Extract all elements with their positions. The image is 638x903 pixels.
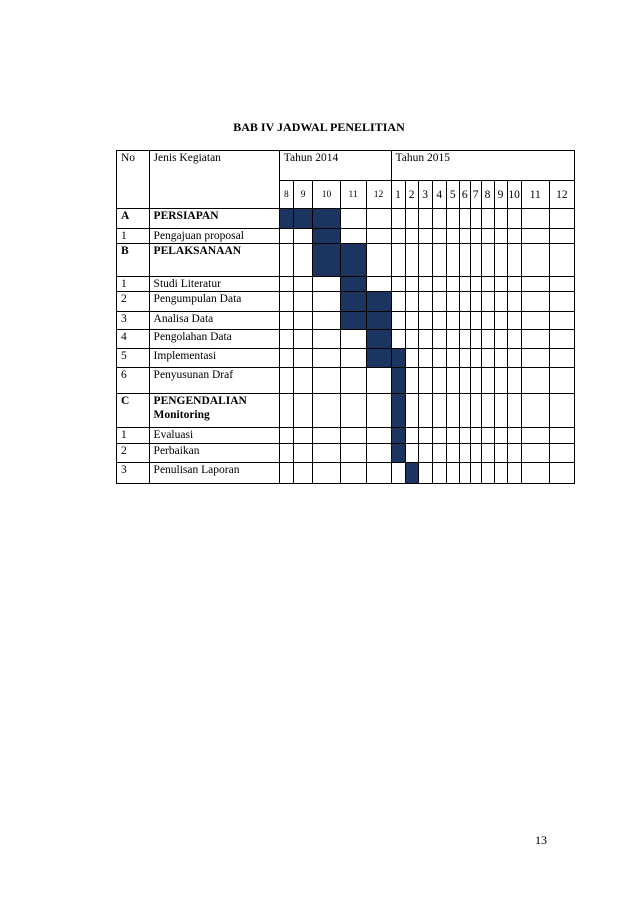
schedule-empty-cell xyxy=(279,277,293,292)
schedule-bar-cell xyxy=(391,444,405,463)
schedule-empty-cell xyxy=(418,292,432,312)
schedule-empty-cell xyxy=(279,368,293,394)
schedule-empty-cell xyxy=(279,330,293,349)
month-2015-label: 11 xyxy=(521,181,549,209)
schedule-empty-cell xyxy=(313,368,340,394)
schedule-empty-cell xyxy=(293,444,313,463)
schedule-empty-cell xyxy=(494,394,507,428)
schedule-empty-cell xyxy=(391,292,405,312)
schedule-empty-cell xyxy=(405,368,418,394)
schedule-empty-cell xyxy=(418,244,432,277)
schedule-empty-cell xyxy=(432,312,446,330)
activity-label: Implementasi xyxy=(149,349,279,368)
schedule-empty-cell xyxy=(293,330,313,349)
schedule-empty-cell xyxy=(313,277,340,292)
schedule-empty-cell xyxy=(494,312,507,330)
schedule-empty-cell xyxy=(418,312,432,330)
schedule-empty-cell xyxy=(432,368,446,394)
schedule-empty-cell xyxy=(432,277,446,292)
schedule-empty-cell xyxy=(293,428,313,444)
schedule-bar-cell xyxy=(340,277,366,292)
schedule-empty-cell xyxy=(418,444,432,463)
month-2014-label: 10 xyxy=(313,181,340,209)
schedule-empty-cell xyxy=(313,444,340,463)
schedule-empty-cell xyxy=(459,349,470,368)
schedule-bar-cell xyxy=(313,244,340,277)
schedule-empty-cell xyxy=(507,292,521,312)
month-2015-label: 10 xyxy=(507,181,521,209)
schedule-table xyxy=(116,150,575,484)
schedule-empty-cell xyxy=(293,349,313,368)
schedule-empty-cell xyxy=(405,428,418,444)
schedule-bar-cell xyxy=(391,428,405,444)
schedule-empty-cell xyxy=(405,312,418,330)
schedule-empty-cell xyxy=(366,394,391,428)
schedule-empty-cell xyxy=(418,229,432,244)
activity-row xyxy=(117,349,575,368)
schedule-empty-cell xyxy=(340,330,366,349)
activity-row xyxy=(117,229,575,244)
month-2015-label: 4 xyxy=(432,181,446,209)
activity-row xyxy=(117,463,575,484)
schedule-empty-cell xyxy=(507,277,521,292)
schedule-empty-cell xyxy=(418,330,432,349)
schedule-empty-cell xyxy=(549,312,574,330)
schedule-empty-cell xyxy=(481,368,494,394)
month-2015-label: 6 xyxy=(459,181,470,209)
schedule-empty-cell xyxy=(446,444,459,463)
schedule-empty-cell xyxy=(494,277,507,292)
schedule-empty-cell xyxy=(549,292,574,312)
schedule-empty-cell xyxy=(507,394,521,428)
schedule-empty-cell xyxy=(459,444,470,463)
schedule-empty-cell xyxy=(366,444,391,463)
activity-row xyxy=(117,444,575,463)
schedule-empty-cell xyxy=(405,244,418,277)
schedule-empty-cell xyxy=(340,444,366,463)
schedule-empty-cell xyxy=(481,349,494,368)
schedule-empty-cell xyxy=(521,394,549,428)
activity-label: PENGENDALIAN Monitoring xyxy=(149,394,279,428)
month-2015-label: 12 xyxy=(549,181,574,209)
activity-no: 1 xyxy=(117,277,150,292)
schedule-empty-cell xyxy=(521,277,549,292)
activity-row xyxy=(117,209,575,229)
schedule-empty-cell xyxy=(432,209,446,229)
schedule-empty-cell xyxy=(340,463,366,484)
schedule-empty-cell xyxy=(432,229,446,244)
schedule-bar-cell xyxy=(391,349,405,368)
schedule-bar-cell xyxy=(366,312,391,330)
schedule-empty-cell xyxy=(459,277,470,292)
schedule-empty-cell xyxy=(391,463,405,484)
schedule-empty-cell xyxy=(432,394,446,428)
header-row-years xyxy=(117,151,575,181)
schedule-empty-cell xyxy=(446,428,459,444)
schedule-empty-cell xyxy=(521,244,549,277)
schedule-empty-cell xyxy=(549,428,574,444)
schedule-empty-cell xyxy=(507,368,521,394)
schedule-empty-cell xyxy=(507,428,521,444)
schedule-empty-cell xyxy=(446,394,459,428)
schedule-empty-cell xyxy=(313,330,340,349)
schedule-empty-cell xyxy=(391,244,405,277)
month-2015-label: 8 xyxy=(481,181,494,209)
schedule-empty-cell xyxy=(391,277,405,292)
month-2015-label: 7 xyxy=(470,181,481,209)
schedule-empty-cell xyxy=(279,394,293,428)
schedule-empty-cell xyxy=(432,244,446,277)
schedule-empty-cell xyxy=(446,229,459,244)
schedule-empty-cell xyxy=(418,428,432,444)
schedule-empty-cell xyxy=(405,330,418,349)
schedule-bar-cell xyxy=(366,349,391,368)
schedule-empty-cell xyxy=(405,444,418,463)
month-2014-label: 12 xyxy=(366,181,391,209)
activity-row xyxy=(117,368,575,394)
page-number: 13 xyxy=(535,833,547,847)
schedule-empty-cell xyxy=(446,463,459,484)
schedule-empty-cell xyxy=(507,330,521,349)
schedule-empty-cell xyxy=(470,229,481,244)
activity-label: Analisa Data xyxy=(149,312,279,330)
activity-no: 3 xyxy=(117,463,150,484)
schedule-empty-cell xyxy=(432,463,446,484)
schedule-empty-cell xyxy=(405,209,418,229)
month-2015-label: 3 xyxy=(418,181,432,209)
schedule-empty-cell xyxy=(391,229,405,244)
schedule-empty-cell xyxy=(418,463,432,484)
schedule-empty-cell xyxy=(446,330,459,349)
schedule-empty-cell xyxy=(366,209,391,229)
schedule-empty-cell xyxy=(340,368,366,394)
schedule-empty-cell xyxy=(494,444,507,463)
schedule-empty-cell xyxy=(293,394,313,428)
schedule-empty-cell xyxy=(313,349,340,368)
schedule-empty-cell xyxy=(481,292,494,312)
activity-no: B xyxy=(117,244,150,277)
schedule-empty-cell xyxy=(470,292,481,312)
activity-row xyxy=(117,394,575,428)
schedule-empty-cell xyxy=(494,463,507,484)
schedule-empty-cell xyxy=(340,428,366,444)
month-2015-label: 5 xyxy=(446,181,459,209)
schedule-empty-cell xyxy=(521,349,549,368)
schedule-empty-cell xyxy=(549,209,574,229)
schedule-empty-cell xyxy=(293,463,313,484)
schedule-empty-cell xyxy=(549,229,574,244)
schedule-empty-cell xyxy=(470,444,481,463)
schedule-empty-cell xyxy=(366,277,391,292)
schedule-empty-cell xyxy=(366,244,391,277)
schedule-empty-cell xyxy=(391,209,405,229)
schedule-empty-cell xyxy=(446,368,459,394)
schedule-empty-cell xyxy=(340,394,366,428)
schedule-empty-cell xyxy=(405,394,418,428)
schedule-empty-cell xyxy=(494,368,507,394)
schedule-empty-cell xyxy=(418,394,432,428)
schedule-empty-cell xyxy=(494,330,507,349)
activity-row xyxy=(117,428,575,444)
schedule-empty-cell xyxy=(470,368,481,394)
month-2015-label: 9 xyxy=(494,181,507,209)
schedule-empty-cell xyxy=(481,394,494,428)
schedule-empty-cell xyxy=(293,368,313,394)
activity-no: 2 xyxy=(117,292,150,312)
activity-no: C xyxy=(117,394,150,428)
schedule-empty-cell xyxy=(481,312,494,330)
schedule-empty-cell xyxy=(521,444,549,463)
schedule-bar-cell xyxy=(313,229,340,244)
schedule-empty-cell xyxy=(366,463,391,484)
schedule-empty-cell xyxy=(340,349,366,368)
schedule-empty-cell xyxy=(432,330,446,349)
schedule-empty-cell xyxy=(405,277,418,292)
schedule-empty-cell xyxy=(521,292,549,312)
schedule-empty-cell xyxy=(549,244,574,277)
schedule-empty-cell xyxy=(432,428,446,444)
activity-no: 5 xyxy=(117,349,150,368)
schedule-empty-cell xyxy=(507,244,521,277)
schedule-empty-cell xyxy=(293,312,313,330)
schedule-empty-cell xyxy=(470,209,481,229)
schedule-empty-cell xyxy=(549,394,574,428)
month-2014-label: 9 xyxy=(293,181,313,209)
schedule-empty-cell xyxy=(293,292,313,312)
header-year-2014: Tahun 2014 xyxy=(279,151,391,181)
schedule-empty-cell xyxy=(391,312,405,330)
activity-label: Penyusunan Draf xyxy=(149,368,279,394)
header-no: No xyxy=(117,151,150,209)
schedule-empty-cell xyxy=(521,312,549,330)
schedule-empty-cell xyxy=(418,368,432,394)
schedule-empty-cell xyxy=(313,428,340,444)
schedule-empty-cell xyxy=(459,428,470,444)
schedule-empty-cell xyxy=(494,229,507,244)
activity-label: Pengumpulan Data xyxy=(149,292,279,312)
activity-label: Evaluasi xyxy=(149,428,279,444)
schedule-empty-cell xyxy=(279,312,293,330)
schedule-empty-cell xyxy=(494,244,507,277)
schedule-empty-cell xyxy=(459,368,470,394)
activity-no: 6 xyxy=(117,368,150,394)
activity-no: 2 xyxy=(117,444,150,463)
activity-label: Pengolahan Data xyxy=(149,330,279,349)
schedule-empty-cell xyxy=(549,463,574,484)
activity-label: Pengajuan proposal xyxy=(149,229,279,244)
schedule-empty-cell xyxy=(279,463,293,484)
schedule-empty-cell xyxy=(418,209,432,229)
schedule-empty-cell xyxy=(494,292,507,312)
schedule-empty-cell xyxy=(521,428,549,444)
schedule-empty-cell xyxy=(293,244,313,277)
schedule-empty-cell xyxy=(459,463,470,484)
activity-row xyxy=(117,277,575,292)
schedule-bar-cell xyxy=(340,312,366,330)
activity-label: Perbaikan xyxy=(149,444,279,463)
schedule-empty-cell xyxy=(418,277,432,292)
schedule-empty-cell xyxy=(470,330,481,349)
schedule-empty-cell xyxy=(521,368,549,394)
activity-row xyxy=(117,292,575,312)
schedule-empty-cell xyxy=(459,292,470,312)
schedule-empty-cell xyxy=(481,229,494,244)
schedule-empty-cell xyxy=(494,428,507,444)
month-2015-label: 2 xyxy=(405,181,418,209)
schedule-empty-cell xyxy=(432,444,446,463)
schedule-empty-cell xyxy=(459,330,470,349)
activity-label: Studi Literatur xyxy=(149,277,279,292)
schedule-bar-cell xyxy=(279,209,293,229)
schedule-empty-cell xyxy=(481,277,494,292)
schedule-bar-cell xyxy=(340,244,366,277)
schedule-empty-cell xyxy=(470,394,481,428)
schedule-empty-cell xyxy=(391,330,405,349)
schedule-empty-cell xyxy=(481,330,494,349)
schedule-empty-cell xyxy=(313,292,340,312)
schedule-empty-cell xyxy=(459,229,470,244)
schedule-empty-cell xyxy=(418,349,432,368)
schedule-empty-cell xyxy=(481,209,494,229)
schedule-empty-cell xyxy=(313,312,340,330)
schedule-empty-cell xyxy=(470,428,481,444)
schedule-empty-cell xyxy=(507,229,521,244)
activity-no: 1 xyxy=(117,428,150,444)
schedule-empty-cell xyxy=(459,312,470,330)
schedule-empty-cell xyxy=(494,209,507,229)
schedule-empty-cell xyxy=(432,349,446,368)
schedule-empty-cell xyxy=(481,444,494,463)
activity-label: Penulisan Laporan xyxy=(149,463,279,484)
month-2014-label: 11 xyxy=(340,181,366,209)
activity-label: PELAKSANAAN xyxy=(149,244,279,277)
activity-no: 3 xyxy=(117,312,150,330)
schedule-empty-cell xyxy=(459,209,470,229)
schedule-empty-cell xyxy=(340,209,366,229)
schedule-bar-cell xyxy=(340,292,366,312)
schedule-empty-cell xyxy=(549,349,574,368)
schedule-empty-cell xyxy=(521,463,549,484)
month-2015-label: 1 xyxy=(391,181,405,209)
schedule-bar-cell xyxy=(405,463,418,484)
header-jenis-kegiatan: Jenis Kegiatan xyxy=(149,151,279,209)
schedule-empty-cell xyxy=(405,292,418,312)
schedule-empty-cell xyxy=(446,349,459,368)
schedule-empty-cell xyxy=(279,229,293,244)
schedule-empty-cell xyxy=(549,444,574,463)
schedule-bar-cell xyxy=(366,292,391,312)
schedule-empty-cell xyxy=(446,244,459,277)
page-heading: BAB IV JADWAL PENELITIAN xyxy=(233,120,405,134)
activity-row xyxy=(117,312,575,330)
schedule-empty-cell xyxy=(521,209,549,229)
schedule-bar-cell xyxy=(391,394,405,428)
schedule-empty-cell xyxy=(521,330,549,349)
schedule-bar-cell xyxy=(313,209,340,229)
schedule-empty-cell xyxy=(279,428,293,444)
schedule-empty-cell xyxy=(279,292,293,312)
schedule-empty-cell xyxy=(446,292,459,312)
schedule-empty-cell xyxy=(279,444,293,463)
schedule-empty-cell xyxy=(313,463,340,484)
schedule-empty-cell xyxy=(459,394,470,428)
schedule-empty-cell xyxy=(507,209,521,229)
schedule-empty-cell xyxy=(549,277,574,292)
header-year-2015: Tahun 2015 xyxy=(391,151,575,181)
schedule-empty-cell xyxy=(549,330,574,349)
schedule-empty-cell xyxy=(470,463,481,484)
schedule-empty-cell xyxy=(494,349,507,368)
schedule-bar-cell xyxy=(391,368,405,394)
schedule-empty-cell xyxy=(366,368,391,394)
schedule-empty-cell xyxy=(432,292,446,312)
schedule-empty-cell xyxy=(481,428,494,444)
month-2014-label: 8 xyxy=(279,181,293,209)
schedule-empty-cell xyxy=(521,229,549,244)
schedule-empty-cell xyxy=(366,428,391,444)
schedule-empty-cell xyxy=(459,244,470,277)
schedule-empty-cell xyxy=(470,312,481,330)
schedule-empty-cell xyxy=(470,277,481,292)
schedule-empty-cell xyxy=(507,463,521,484)
schedule-empty-cell xyxy=(313,394,340,428)
schedule-empty-cell xyxy=(507,312,521,330)
schedule-empty-cell xyxy=(293,277,313,292)
schedule-empty-cell xyxy=(366,229,391,244)
schedule-empty-cell xyxy=(446,312,459,330)
schedule-empty-cell xyxy=(507,444,521,463)
schedule-empty-cell xyxy=(405,229,418,244)
activity-row xyxy=(117,330,575,349)
schedule-empty-cell xyxy=(279,244,293,277)
activity-no: 1 xyxy=(117,229,150,244)
schedule-empty-cell xyxy=(446,209,459,229)
schedule-empty-cell xyxy=(340,229,366,244)
schedule-empty-cell xyxy=(507,349,521,368)
schedule-empty-cell xyxy=(405,349,418,368)
activity-no: A xyxy=(117,209,150,229)
schedule-empty-cell xyxy=(470,244,481,277)
schedule-empty-cell xyxy=(481,463,494,484)
schedule-bar-cell xyxy=(293,209,313,229)
schedule-empty-cell xyxy=(470,349,481,368)
schedule-empty-cell xyxy=(279,349,293,368)
activity-label: PERSIAPAN xyxy=(149,209,279,229)
schedule-empty-cell xyxy=(446,277,459,292)
schedule-empty-cell xyxy=(481,244,494,277)
schedule-bar-cell xyxy=(366,330,391,349)
schedule-empty-cell xyxy=(293,229,313,244)
schedule-empty-cell xyxy=(549,368,574,394)
activity-row xyxy=(117,244,575,277)
activity-no: 4 xyxy=(117,330,150,349)
